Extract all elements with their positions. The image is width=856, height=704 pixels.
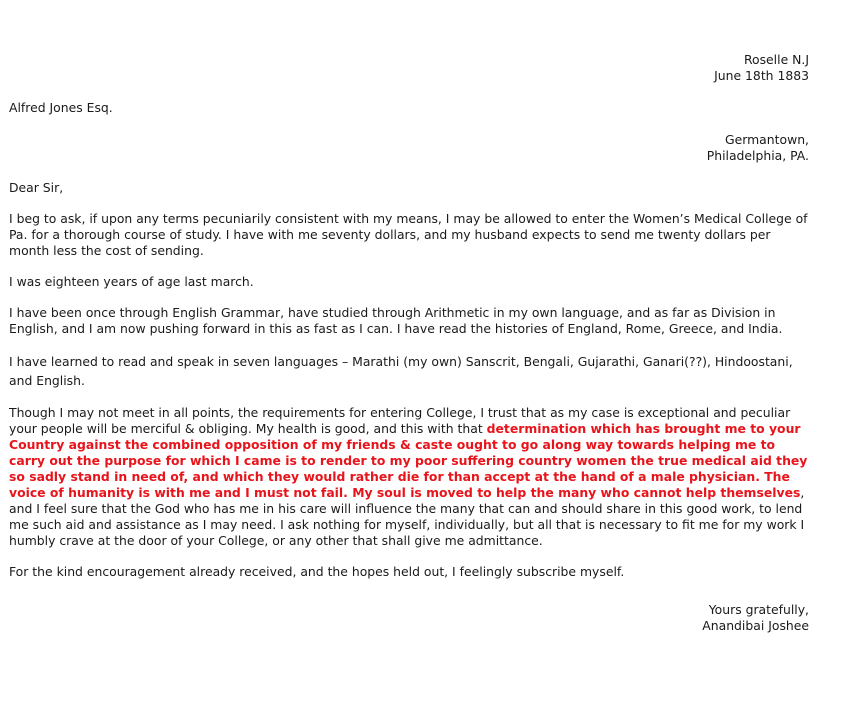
letter — [9, 52, 809, 634]
recipient-town: Germantown, — [725, 132, 809, 147]
sender-city: Roselle N.J — [743, 52, 809, 67]
recipient-address — [9, 132, 809, 164]
appeal-end: , and I feel sure that the God who has me in his care will influence the many that can and should share in this good work, to lend me such aid and assistance as I may need. I ask nothing for myself, individually, but all that is necessary to fit me for my work I humbly crave at the door of your College, or any other that shall give me admittance. — [9, 485, 805, 548]
addressee: Alfred Jones Esq. — [9, 100, 113, 115]
sender-address — [9, 52, 809, 84]
paragraph-tuition: I beg to ask, if upon any terms pecuniarily consistent with my means, I may be allowed to enter the Women’s Medical College of Pa. for a thorough course of study. I have with me seventy dollars, and my husband expects to send me twenty dollars per month less the cost of sending. — [9, 211, 808, 258]
paragraph-age: I was eighteen years of age last march. — [9, 274, 254, 289]
appeal-start: Though I may not meet in all points, the requirements for entering College, I trust that as my case is exceptional and peculiar your people will be merciful & obliging. My health is good, and this with that — [9, 405, 791, 436]
paragraph-education: I have been once through English Grammar, have studied through Arithmetic in my own language, and as far as Division in English, and I am now pushing forward in this as fast as I can. I have read the histories of England, Rome, Greece, and India. — [9, 305, 783, 336]
paragraph-appeal — [9, 405, 809, 549]
signature: Anandibai Joshee — [702, 618, 809, 633]
paragraph-closing: For the kind encouragement already received, and the hopes held out, I feelingly subscribe myself. — [9, 564, 625, 579]
valediction: Yours gratefully, — [708, 602, 809, 617]
paragraph-languages: I have learned to read and speak in seven languages – Marathi (my own) Sanscrit, Bengali, Gujarathi, Ganari(??), Hindoostani, and English. — [9, 354, 793, 388]
recipient-city: Philadelphia, PA. — [706, 148, 809, 163]
letter-date: June 18th 1883 — [714, 68, 809, 83]
salutation: Dear Sir, — [9, 180, 64, 195]
appeal-highlight: determination which has brought me to your Country against the combined opposition of my friends & caste ought to go along way towards helping me to carry out the purpose for which I came is to render to my poor suffering country women the true medical aid they so sadly stand in need of, and which they would rather die for than accept at the hand of a male physician. The voice of humanity is with me and I must not fail. My soul is moved to help the many who cannot help themselves — [9, 421, 808, 500]
signature-block — [9, 602, 809, 634]
